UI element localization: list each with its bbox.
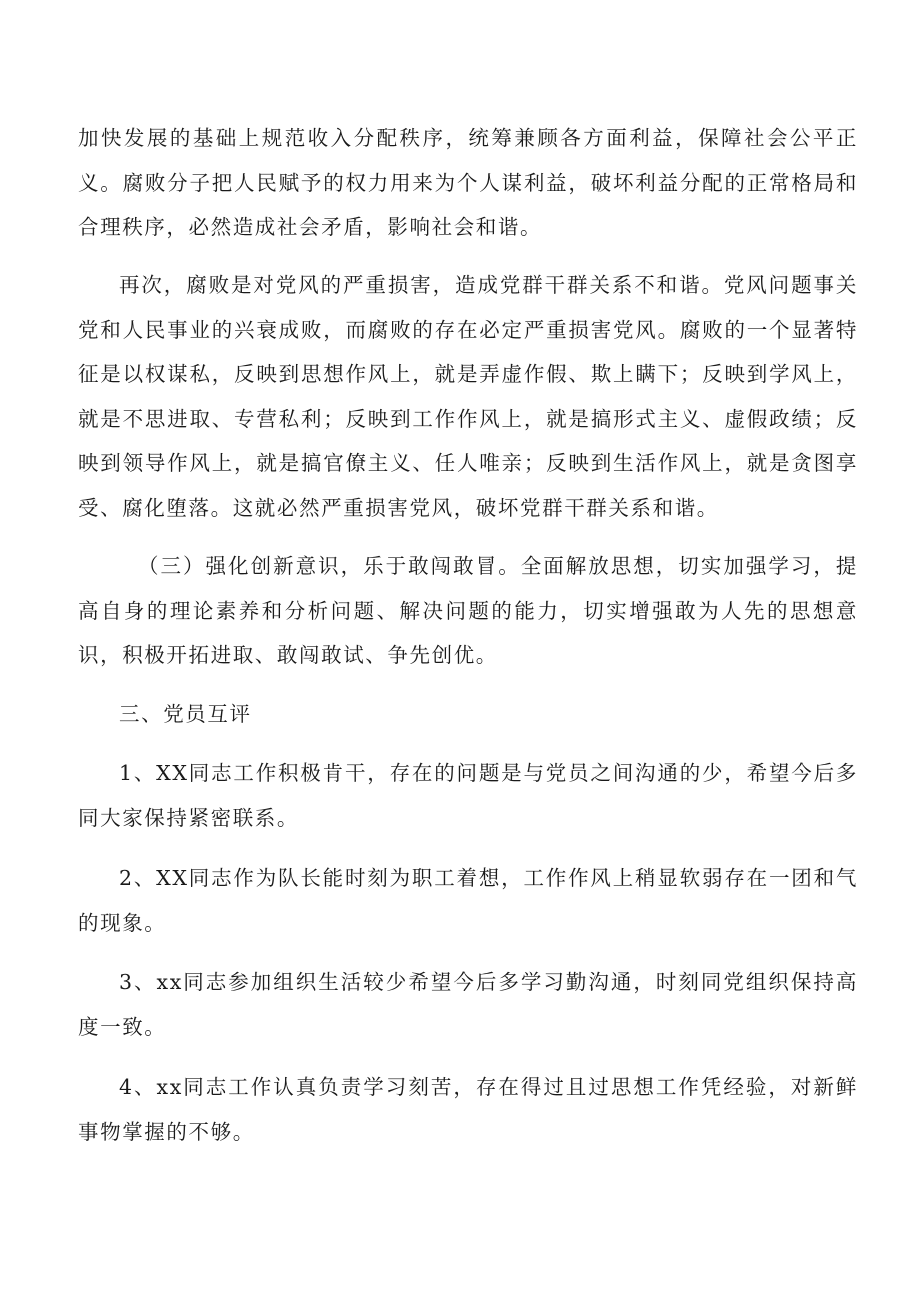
review-item-1: 1、XX同志工作积极肯干，存在的问题是与党员之间沟通的少，希望今后多同大家保持紧密联系。 (78, 761, 858, 830)
review-item-3: 3、xx同志参加组织生活较少希望今后多学习勤沟通，时刻同党组织保持高度一致。 (78, 970, 858, 1039)
paragraph-social-fairness: 加快发展的基础上规范收入分配秩序，统筹兼顾各方面利益，保障社会公平正义。腐败分子把人民赋予的权力用来为个人谋利益，破坏利益分配的正常格局和合理秩序，必然造成社会矛盾，影响社会和谐。 (78, 126, 858, 239)
review-item-4: 4、xx同志工作认真负责学习刻苦，存在得过且过思想工作凭经验，对新鲜事物掌握的不够。 (78, 1075, 858, 1144)
paragraph-innovation: （三）强化创新意识，乐于敢闯敢冒。全面解放思想，切实加强学习，提高自身的理论素养和分析问题、解决问题的能力，切实增强敢为人先的思想意识，积极开拓进取、敢闯敢试、争先创优。 (78, 554, 858, 667)
paragraph-party-style: 再次，腐败是对党风的严重损害，造成党群干群关系不和谐。党风问题事关党和人民事业的兴衰成败，而腐败的存在必定严重损害党风。腐败的一个显著特征是以权谋私，反映到思想作风上，就是弄虚作假、欺上瞒下；反映到学风上，就是不思进取、专营私利；反映到工作作风上，就是搞形式主义、虚假政绩；反映到领导作风上，就是搞官僚主义、任人唯亲；反映到生活作风上，就是贪图享受、腐化堕落。这就必然严重损害党风，破坏党群干群关系和谐。 (78, 273, 858, 520)
review-item-2: 2、XX同志作为队长能时刻为职工着想，工作作风上稍显软弱存在一团和气的现象。 (78, 866, 858, 935)
section-heading-peer-review: 三、党员互评 (119, 702, 252, 726)
